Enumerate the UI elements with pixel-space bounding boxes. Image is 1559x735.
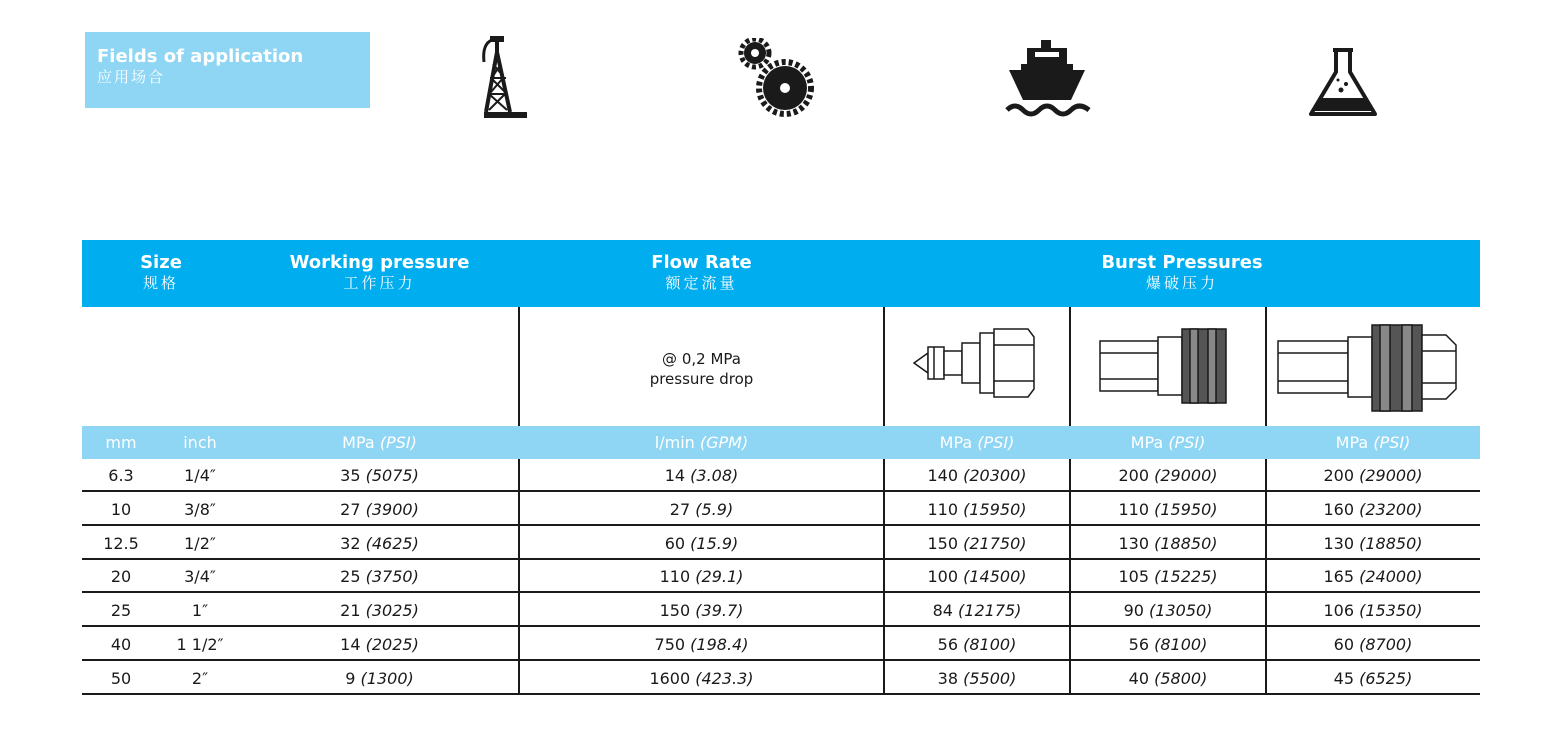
table-cell: 3/4″ <box>184 567 216 587</box>
lab-flask-icon <box>1305 46 1381 120</box>
table-cell: 106 (15350) <box>1323 601 1423 621</box>
table-cell: 10 <box>110 499 132 519</box>
table-cell: 150 (39.7) <box>659 601 744 621</box>
header-burst-pressures: Burst Pressures 爆破压力 <box>1101 252 1263 292</box>
pressure-drop-note: @ 0,2 MPa pressure drop <box>649 350 754 388</box>
table-cell: 40 <box>110 635 132 654</box>
table-cell: 3/8″ <box>184 499 216 519</box>
divider <box>883 459 885 695</box>
table-cell: 21 (3025) <box>340 601 419 621</box>
unit-burst-3: MPa (PSI) <box>1335 433 1411 452</box>
table-cell: 160 (23200) <box>1323 499 1423 519</box>
table-cell: 45 (6525) <box>1333 668 1413 688</box>
table-cell: 110 (15950) <box>927 499 1027 519</box>
table-cell: 38 (5500) <box>937 668 1017 688</box>
table-cell: 14 (3.08) <box>664 466 739 485</box>
table-cell: 110 (29.1) <box>659 567 744 587</box>
table-cell: 50 <box>110 668 132 688</box>
table-cell: 27 (3900) <box>340 499 419 519</box>
table-cell: 6.3 <box>108 466 134 485</box>
divider <box>1069 307 1071 426</box>
table-row <box>82 560 1480 593</box>
table-cell: 165 (24000) <box>1323 567 1423 587</box>
fields-title-en: Fields of application <box>97 46 304 67</box>
table-cell: 200 (29000) <box>1118 466 1218 485</box>
table-cell: 32 (4625) <box>340 533 419 553</box>
table-cell: 140 (20300) <box>927 466 1027 485</box>
unit-inch: inch <box>183 433 217 452</box>
header-flow-rate: Flow Rate 额定流量 <box>651 252 752 292</box>
divider <box>1265 307 1267 426</box>
table-cell: 1″ <box>191 601 209 621</box>
divider <box>518 307 520 426</box>
table-cell: 1/4″ <box>184 466 216 485</box>
ship-icon <box>1005 38 1093 118</box>
table-cell: 150 (21750) <box>927 533 1027 553</box>
table-cell: 35 (5075) <box>340 466 419 485</box>
table-cell: 2″ <box>191 668 209 688</box>
table-row <box>82 459 1480 492</box>
table-cell: 84 (12175) <box>932 601 1022 621</box>
table-cell: 20 <box>110 567 132 587</box>
table-cell: 27 (5.9) <box>669 499 734 519</box>
table-cell: 90 (13050) <box>1123 601 1213 621</box>
coupler-image-row <box>82 307 1480 426</box>
table-cell: 105 (15225) <box>1118 567 1218 587</box>
header-working-pressure: Working pressure 工作压力 <box>289 252 470 292</box>
table-cell: 200 (29000) <box>1323 466 1423 485</box>
table-cell: 60 (15.9) <box>664 533 739 553</box>
unit-burst-2: MPa (PSI) <box>1130 433 1206 452</box>
divider <box>1069 459 1071 695</box>
table-row <box>82 662 1480 695</box>
table-cell: 25 <box>110 601 132 621</box>
unit-burst-1: MPa (PSI) <box>939 433 1015 452</box>
divider <box>518 459 520 695</box>
fields-title-cn: 应用场合 <box>97 68 166 86</box>
unit-working-pressure: MPa (PSI) <box>342 433 417 452</box>
table-cell: 110 (15950) <box>1118 499 1218 519</box>
divider <box>883 307 885 426</box>
female-coupler-large-image <box>1276 323 1466 419</box>
male-plug-image <box>910 323 1040 407</box>
female-coupler-image <box>1096 323 1246 413</box>
table-cell: 1/2″ <box>184 533 216 553</box>
table-cell: 56 (8100) <box>1128 635 1208 654</box>
fields-of-application-box <box>85 32 370 108</box>
gears-icon <box>738 38 818 118</box>
table-row <box>82 628 1480 661</box>
oil-derrick-icon <box>478 32 532 120</box>
table-cell: 9 (1300) <box>345 668 414 688</box>
header-size: Size 规格 <box>140 252 182 292</box>
table-cell: 56 (8100) <box>937 635 1017 654</box>
table-cell: 750 (198.4) <box>654 635 749 654</box>
table-cell: 40 (5800) <box>1128 668 1208 688</box>
table-cell: 25 (3750) <box>340 567 419 587</box>
table-row <box>82 493 1480 526</box>
table-cell: 1 1/2″ <box>176 635 224 654</box>
table-cell: 130 (18850) <box>1323 533 1423 553</box>
table-cell: 100 (14500) <box>927 567 1027 587</box>
table-cell: 14 (2025) <box>340 635 419 654</box>
unit-flow-rate: l/min (GPM) <box>654 433 749 452</box>
units-row <box>82 426 1480 459</box>
table-cell: 130 (18850) <box>1118 533 1218 553</box>
table-header <box>82 240 1480 307</box>
unit-mm: mm <box>105 433 137 452</box>
table-cell: 60 (8700) <box>1333 635 1413 654</box>
table-cell: 12.5 <box>103 533 139 553</box>
table-cell: 1600 (423.3) <box>649 668 754 688</box>
divider <box>1265 459 1267 695</box>
table-row <box>82 594 1480 627</box>
table-row <box>82 527 1480 560</box>
